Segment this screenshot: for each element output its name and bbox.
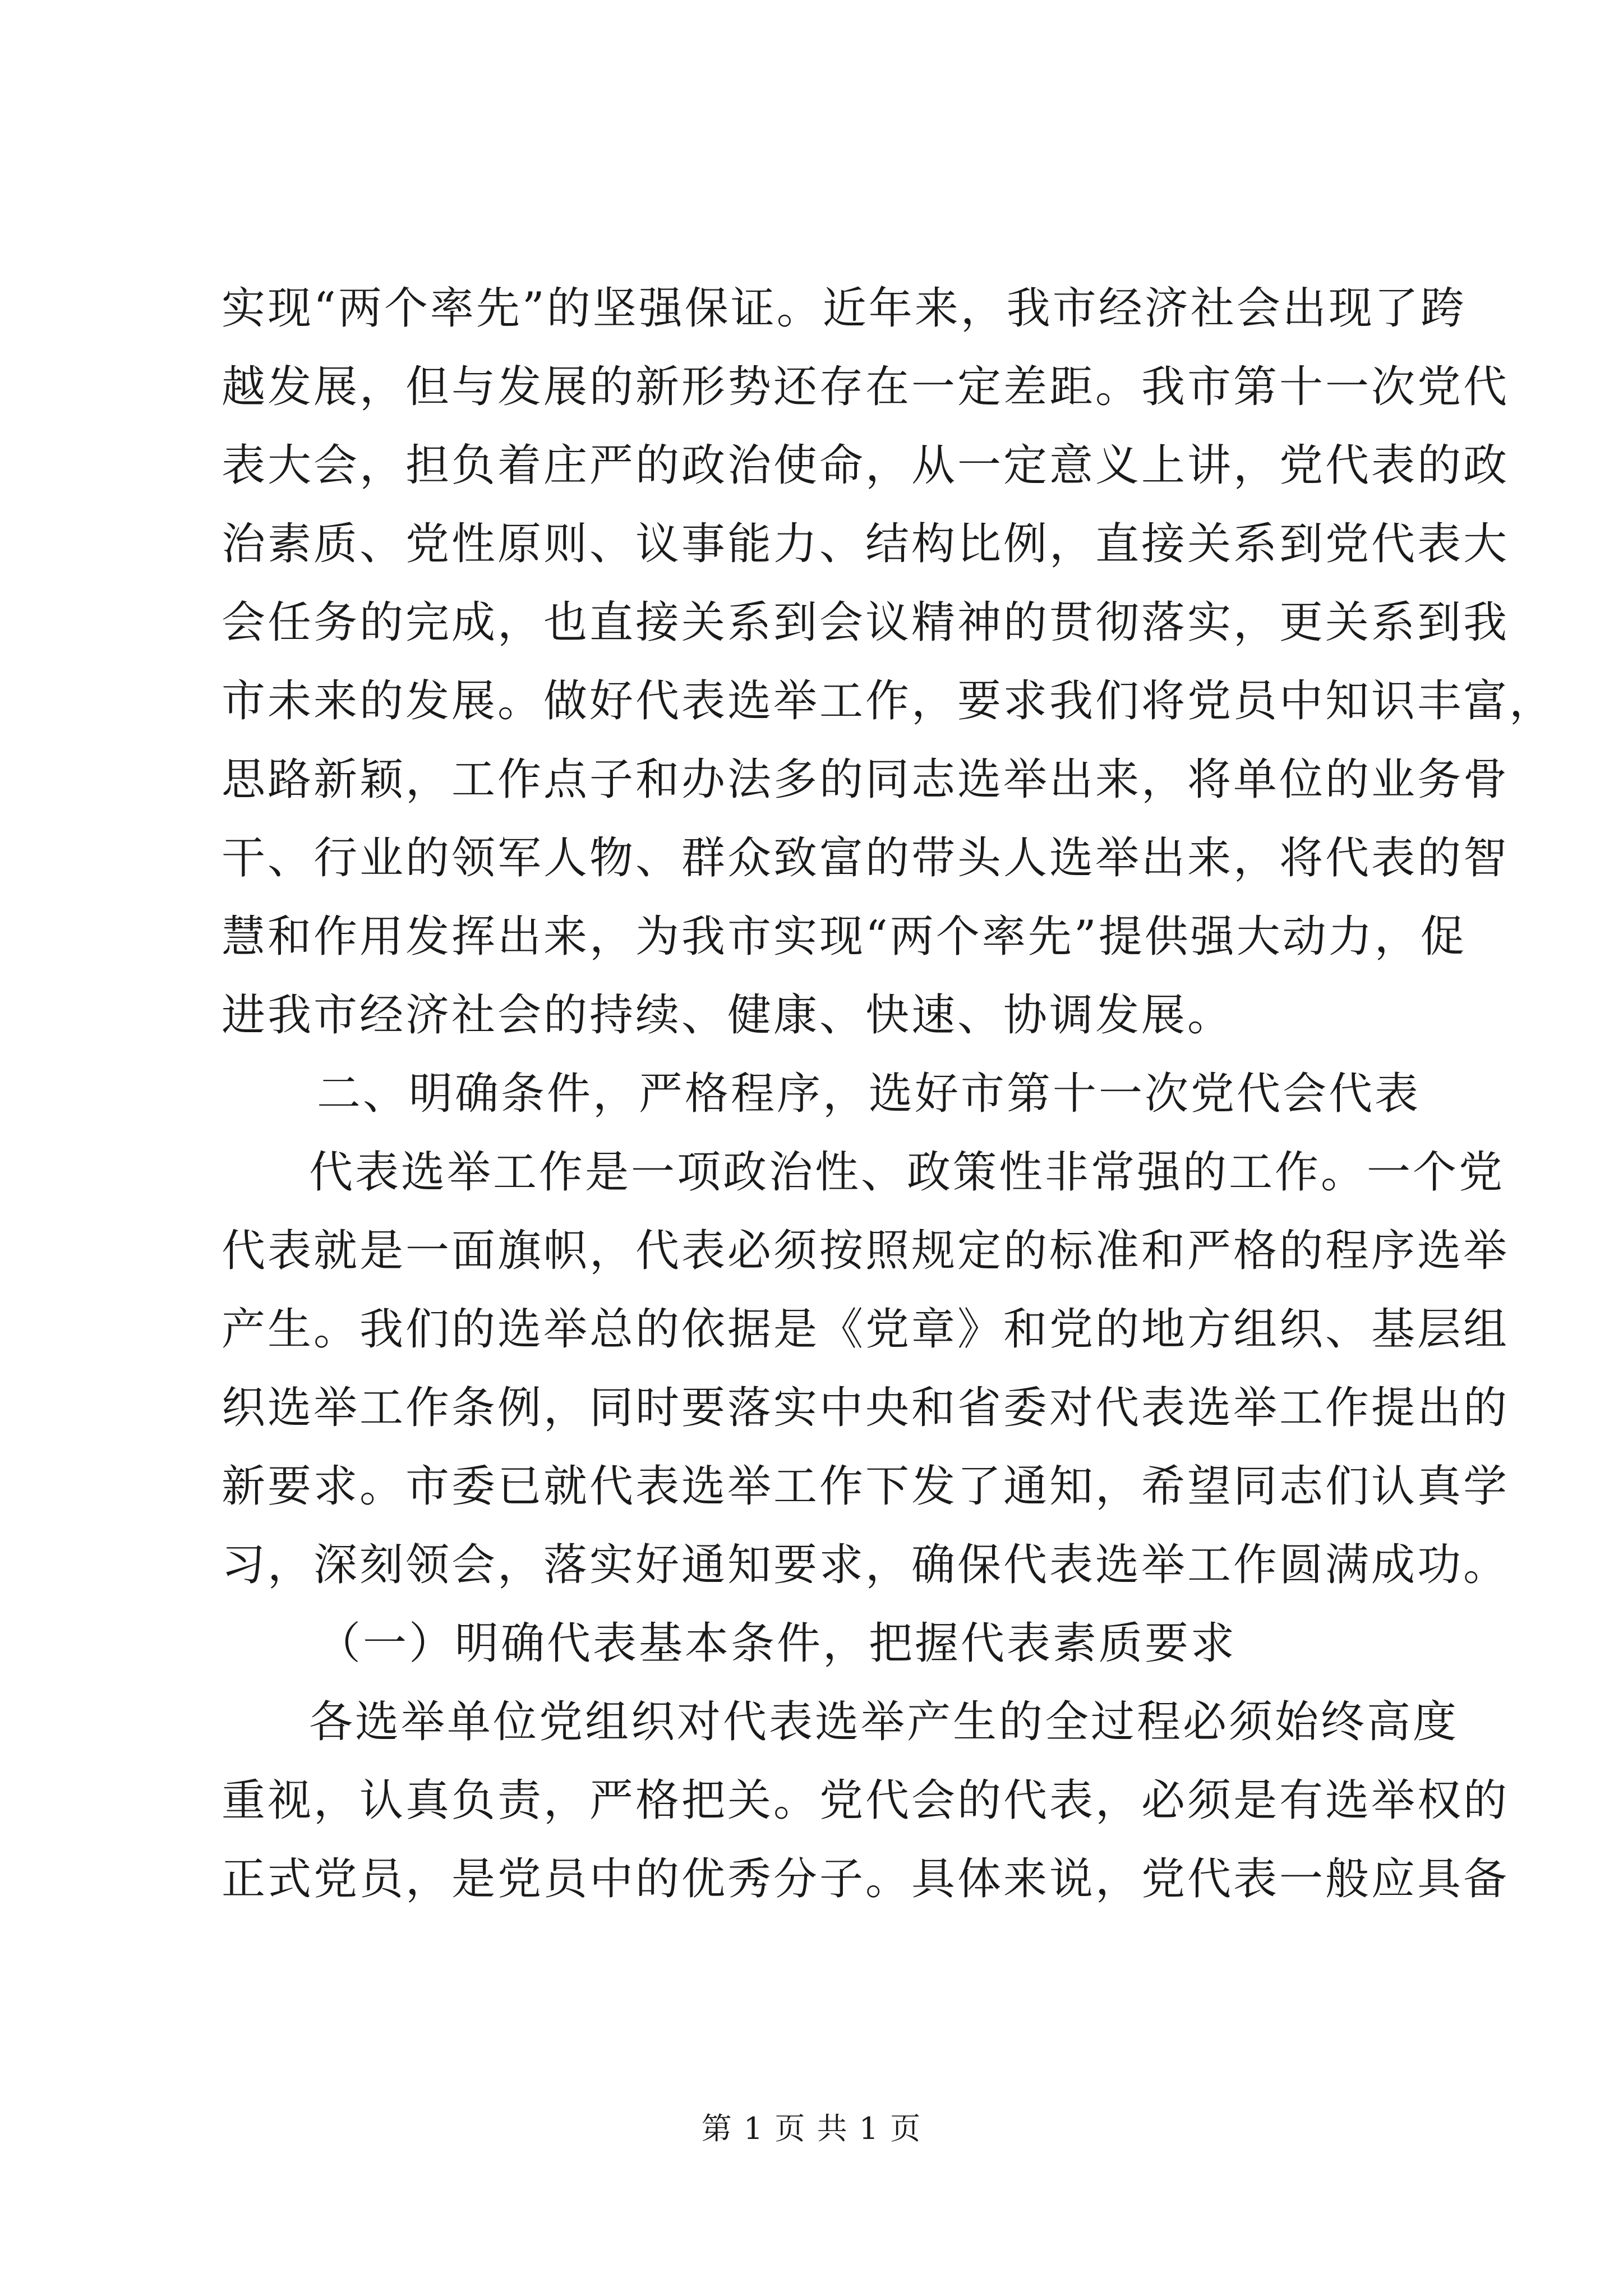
paragraph-line: 各选举单位党组织对代表选举产生的全过程必须始终高度 <box>309 1697 1459 1747</box>
section-heading: 二、明确条件，严格程序，选好市第十一次党代会代表 <box>317 1069 1421 1119</box>
paragraph-line: 代表选举工作是一项政治性、政策性非常强的工作。一个党 <box>309 1147 1505 1198</box>
page-footer: 第 1 页 共 1 页 <box>701 2111 922 2146</box>
paragraph-line: 重视，认真负责，严格把关。党代会的代表，必须是有选举权的 <box>222 1775 1510 1826</box>
paragraph-line: 越发展，但与发展的新形势还存在一定差距。我市第十一次党代 <box>222 362 1510 412</box>
paragraph-line: 正式党员，是党员中的优秀分子。具体来说，党代表一般应具备 <box>222 1854 1510 1904</box>
paragraph-line: 干、行业的领军人物、群众致富的带头人选举出来，将代表的智 <box>222 833 1510 884</box>
paragraph-line: 习，深刻领会，落实好通知要求，确保代表选举工作圆满成功。 <box>222 1540 1510 1590</box>
paragraph-line: 实现“两个率先”的坚强保证。近年来，我市经济社会出现了跨 <box>222 283 1467 334</box>
paragraph-line: 慧和作用发挥出来，为我市实现“两个率先”提供强大动力，促 <box>222 912 1467 962</box>
paragraph-line: 新要求。市委已就代表选举工作下发了通知，希望同志们认真学 <box>222 1461 1510 1512</box>
paragraph-line: 治素质、党性原则、议事能力、结构比例，直接关系到党代表大 <box>222 519 1510 569</box>
paragraph-line: 市未来的发展。做好代表选举工作，要求我们将党员中知识丰富， <box>222 676 1556 726</box>
paragraph-line: 产生。我们的选举总的依据是《党章》和党的地方组织、基层组 <box>222 1304 1510 1355</box>
paragraph-line: 织选举工作条例，同时要落实中央和省委对代表选举工作提出的 <box>222 1383 1510 1433</box>
paragraph-line: 会任务的完成，也直接关系到会议精神的贯彻落实，更关系到我 <box>222 597 1510 648</box>
paragraph-line: 思路新颖，工作点子和办法多的同志选举出来，将单位的业务骨 <box>222 754 1510 805</box>
paragraph-line: 代表就是一面旗帜，代表必须按照规定的标准和严格的程序选举 <box>222 1226 1510 1276</box>
paragraph-line: 表大会，担负着庄严的政治使命，从一定意义上讲，党代表的政 <box>222 440 1510 491</box>
subsection-heading: （一）明确代表基本条件，把握代表素质要求 <box>317 1618 1237 1669</box>
document-body <box>222 269 1556 1918</box>
paragraph-line: 进我市经济社会的持续、健康、快速、协调发展。 <box>222 990 1234 1041</box>
